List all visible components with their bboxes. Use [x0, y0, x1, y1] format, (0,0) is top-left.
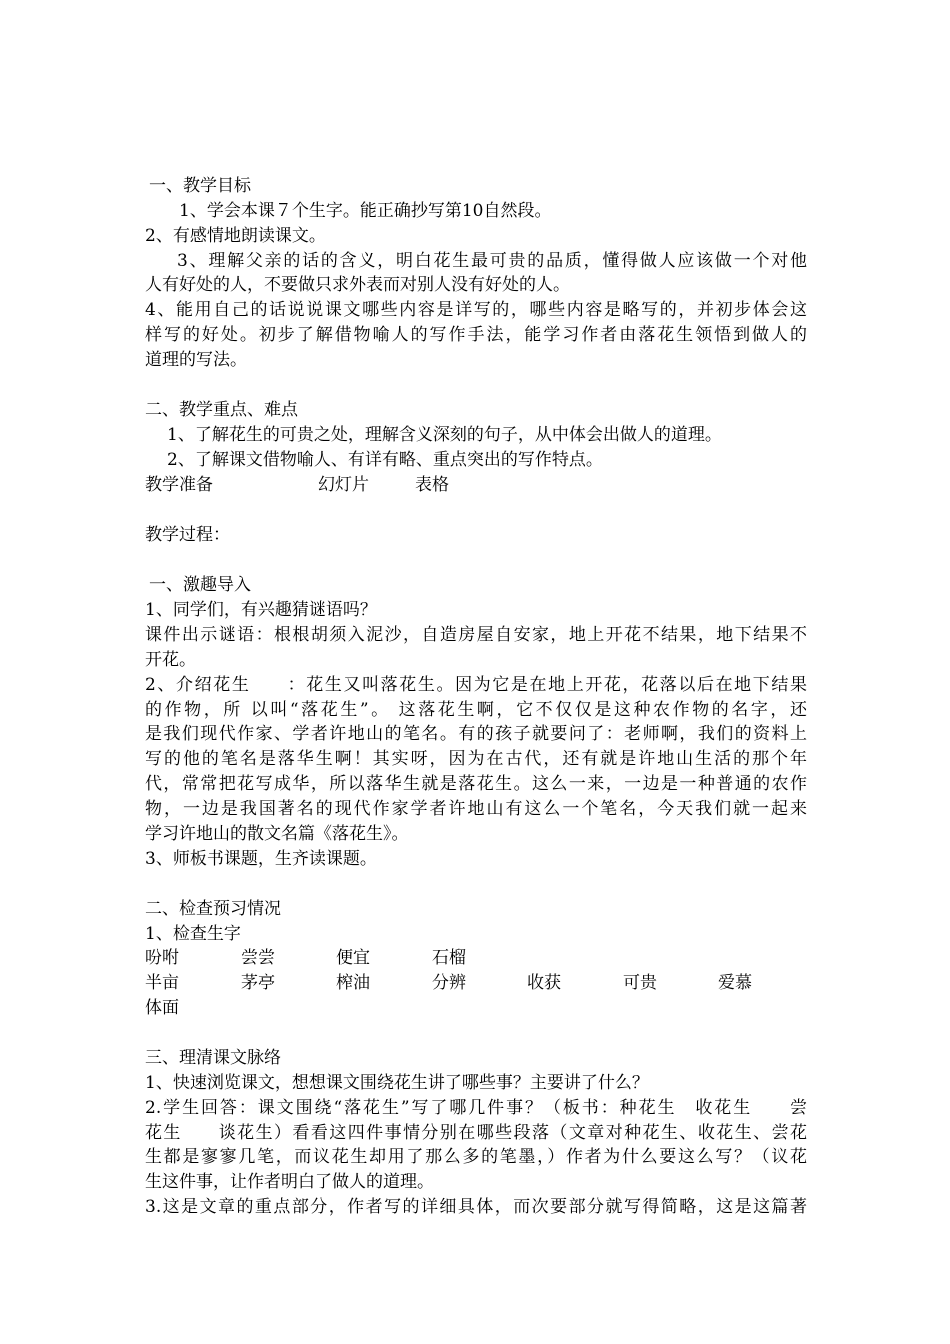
- goal-3-line-1: 3、理解父亲的话的含义，明白花生最可贵的品质，懂得做人应该做一个对他: [177, 251, 807, 271]
- process-heading: 教学过程：: [145, 525, 230, 545]
- vocab-word: 便宜: [336, 948, 370, 968]
- riddle-line-2: 开花。: [145, 650, 196, 670]
- preparation-item-slides: 幻灯片: [318, 475, 369, 495]
- vocab-word: 尝尝: [241, 948, 275, 968]
- goal-4-line-2: 样写的好处。初步了解借物喻人的写作手法，能学习作者由落花生领悟到做人的: [145, 325, 807, 345]
- intro-2-line-4: 写的他的笔名是落华生啊！其实呀，因为在古代，还有就是许地山生活的那个年: [145, 749, 807, 769]
- intro-2-line-6: 物，一边是我国著名的现代作家学者许地山有这么一个笔名，今天我们就一起来: [145, 799, 807, 819]
- section-heading-structure: 三、理清课文脉络: [145, 1048, 281, 1068]
- vocab-row-1: [145, 946, 825, 970]
- vocab-word: 收获: [527, 973, 561, 993]
- vocab-word: 可贵: [623, 973, 657, 993]
- intro-1: 1、同学们，有兴趣猜谜语吗？: [145, 600, 377, 620]
- intro-2-line-1: 2、介绍花生 ：花生又叫落花生。因为它是在地上开花，花落以后在地下结果: [145, 675, 807, 695]
- structure-2-line-2: 花生 谈花生）看看这四件事情分别在哪些段落（文章对种花生、收花生、尝花: [145, 1123, 807, 1143]
- section-heading-keypoints: 二、教学重点、难点: [145, 400, 298, 420]
- structure-1: 1、快速浏览课文，想想课文围绕花生讲了哪些事？主要讲了什么？: [145, 1073, 649, 1093]
- structure-2-line-4: 生这件事，让作者明白了做人的道理。: [145, 1172, 434, 1192]
- intro-2-line-5: 代，常常把花写成华，所以落华生就是落花生。这么一来，一边是一种普通的农作: [145, 774, 807, 794]
- goal-2: 2、有感情地朗读课文。: [145, 226, 326, 246]
- riddle-line-1: 课件出示谜语：根根胡须入泥沙，自造房屋自安家，地上开花不结果，地下结果不: [145, 625, 807, 645]
- keypoint-1: 1、了解花生的可贵之处，理解含义深刻的句子，从中体会出做人的道理。: [167, 425, 722, 445]
- intro-2-line-3: 是我们现代作家、学者许地山的笔名。有的孩子就要问了：老师啊，我们的资料上: [145, 724, 807, 744]
- goal-4-line-3: 道理的写法。: [145, 350, 247, 370]
- preparation-label: 教学准备: [145, 475, 213, 495]
- vocab-word: 茅亭: [241, 973, 275, 993]
- vocab-word: 体面: [145, 998, 179, 1018]
- vocab-word: 石榴: [432, 948, 466, 968]
- structure-2-line-1: 2.学生回答：课文围绕“落花生”写了哪几件事？（板书：种花生 收花生 尝: [145, 1098, 807, 1118]
- goal-4-line-1: 4、能用自己的话说说课文哪些内容是详写的，哪些内容是略写的，并初步体会这: [145, 300, 807, 320]
- intro-2-line-2: 的作物，所 以叫“落花生”。 这落花生啊，它不仅仅是这种农作物的名字，还: [145, 700, 807, 720]
- preparation-item-table: 表格: [415, 475, 449, 495]
- intro-2-line-7: 学习许地山的散文名篇《落花生》。: [145, 824, 409, 844]
- preparation-row: [145, 473, 825, 497]
- vocab-word: 榨油: [336, 973, 370, 993]
- vocab-word: 爱慕: [718, 973, 752, 993]
- vocab-row-2: [145, 971, 825, 995]
- section-heading-goals: 一、教学目标: [149, 176, 251, 196]
- structure-3-line-1: 3.这是文章的重点部分，作者写的详细具体，而次要部分就写得简略，这是这篇著: [145, 1197, 807, 1217]
- section-heading-intro: 一、激趣导入: [149, 575, 251, 595]
- intro-3: 3、师板书课题，生齐读课题。: [145, 849, 377, 869]
- vocab-word: 分辨: [432, 973, 466, 993]
- structure-2-line-3: 生都是寥寥几笔，而议花生却用了那么多的笔墨，）作者为什么要这么写？（议花: [145, 1147, 807, 1167]
- vocab-word: 半亩: [145, 973, 179, 993]
- keypoint-2: 2、了解课文借物喻人、有详有略、重点突出的写作特点。: [167, 450, 603, 470]
- section-heading-preview: 二、检查预习情况: [145, 899, 281, 919]
- vocab-word: 吩咐: [145, 948, 179, 968]
- goal-3-line-2: 人有好处的人，不要做只求外表而对别人没有好处的人。: [145, 275, 570, 295]
- goal-1: 1、学会本课７个生字。能正确抄写第10自然段。: [179, 201, 552, 221]
- preview-1: 1、检查生字: [145, 924, 241, 944]
